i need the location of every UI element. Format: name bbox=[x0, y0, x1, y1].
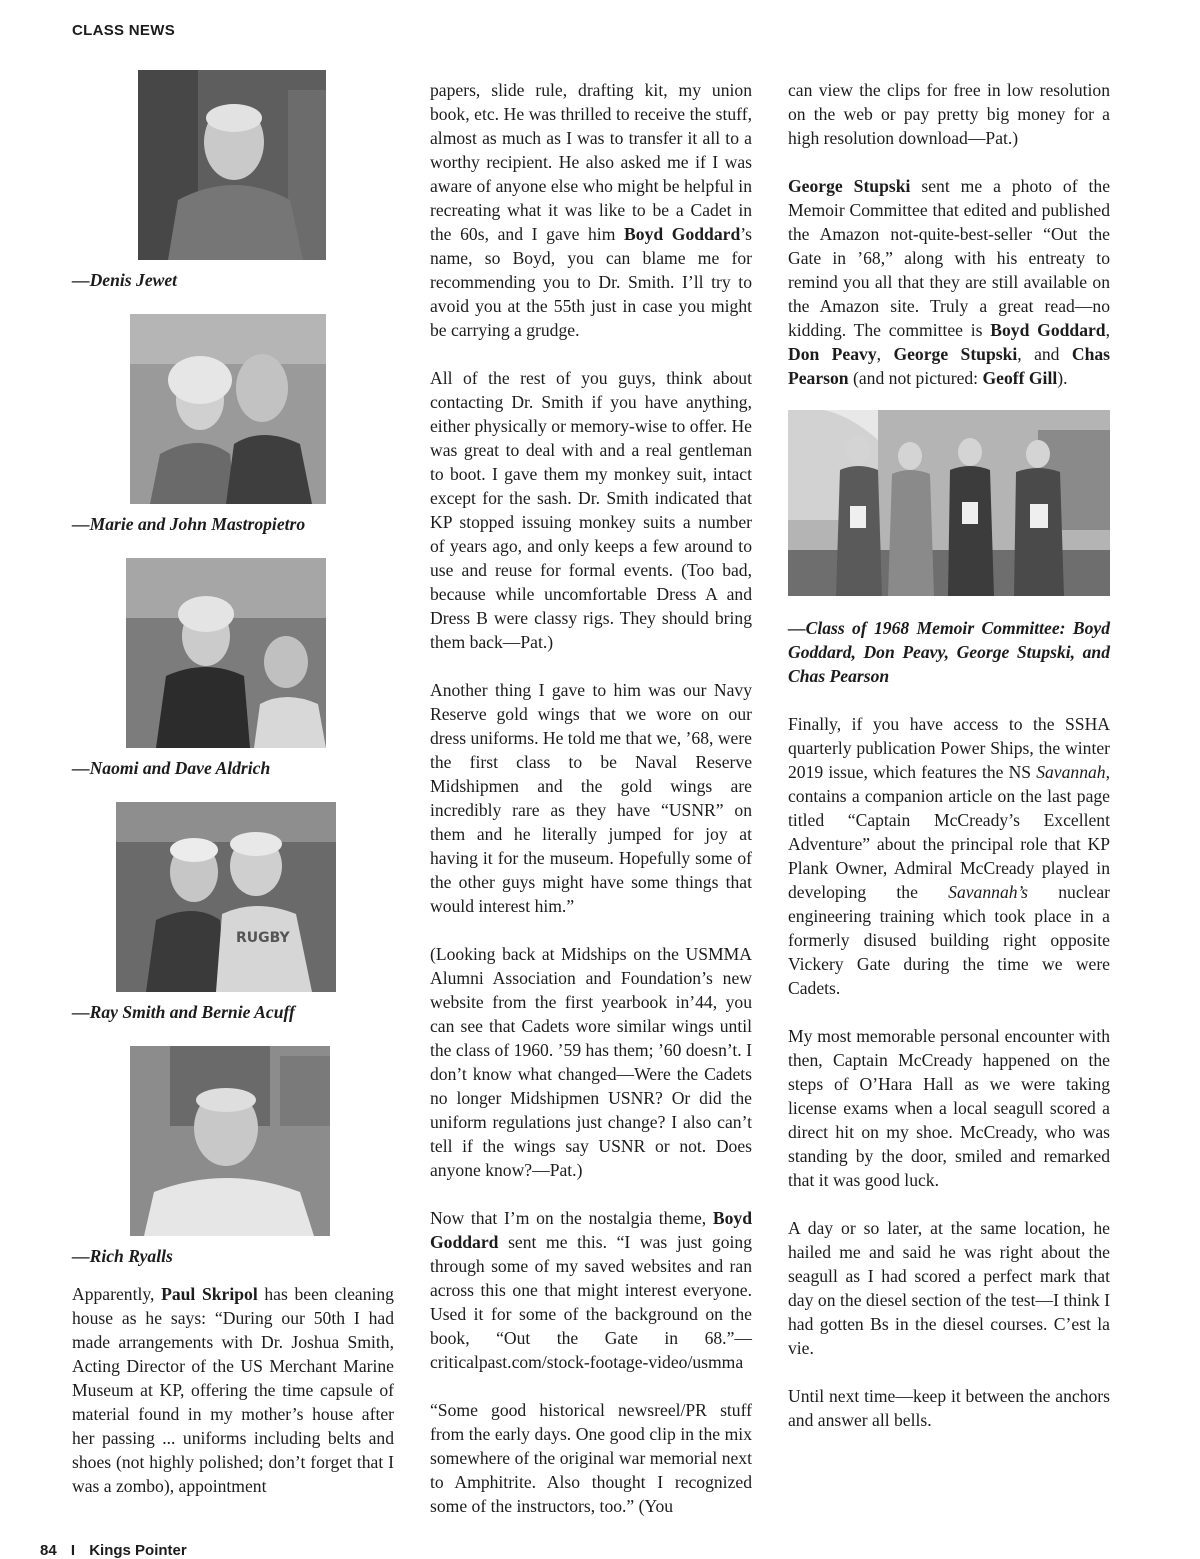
person-name: Chas Pearson bbox=[788, 344, 1111, 388]
paragraph: (Looking back at Midships on the USMMA Alumni Association and Foundation’s new website from the first yearbook in’44, you can see that Cadets wore similar wings until the class of 1960. ’59 has them; ’60 doesn’t. I don’t know what changed—Were the Cadets no longer Midshipmen USNR? Or did the uniform regulations just change? I also can’t tell if the wings say USNR or not. Does anyone know?—Pat.) bbox=[430, 944, 752, 1180]
person-name: Don Peavy bbox=[788, 344, 877, 364]
paragraph: George Stupski sent me a photo of the Memoir Committee that edited and published the Amazon not-quite-best-seller “Out the Gate in ’68,” along with his entreaty to remind you all that they are still available on the Amazon site. Truly a great read—no kidding. The committee is Boyd Goddard, Don Peavy, George Stupski, and Chas Pearson (and not pictured: Geoff Gill). bbox=[788, 176, 1111, 388]
person-name: George Stupski bbox=[893, 344, 1018, 364]
paragraph: Until next time—keep it between the anchors and answer all bells. bbox=[788, 1386, 1110, 1430]
paragraph: “Some good historical newsreel/PR stuff from the early days. One good clip in the mix somewhere of the original war memorial next to Amphitrite. Also thought I recognized some of the instructors, too.” (You bbox=[430, 1400, 752, 1516]
person-name: Boyd Goddard bbox=[430, 1208, 752, 1252]
photo-smith-acuff bbox=[72, 802, 394, 1024]
page-number: 84 bbox=[40, 1542, 57, 1559]
column-3 bbox=[788, 78, 1110, 1456]
photo-memoir-committee bbox=[788, 410, 1110, 688]
paragraph: Now that I’m on the nostalgia theme, Boyd Goddard sent me this. “I was just going through some of my saved websites and ran across this one that might interest everyone. Used it for some of the background on the book, “Out the Gate in 68.”—criticalpast.com/stock-footage-video/usmma bbox=[430, 1208, 752, 1372]
portrait-photo bbox=[138, 70, 326, 260]
portrait-photo bbox=[130, 1046, 330, 1236]
portrait-photo bbox=[130, 314, 326, 504]
photo-rich-ryalls bbox=[72, 1046, 394, 1268]
photo-caption: —Rich Ryalls bbox=[72, 1246, 173, 1266]
publication-name: Kings Pointer bbox=[89, 1542, 187, 1559]
person-name: George Stupski bbox=[788, 176, 911, 196]
person-name: Boyd Goddard bbox=[624, 224, 741, 244]
column-1 bbox=[72, 70, 394, 1522]
ship-name: Savannah’s bbox=[948, 882, 1028, 902]
photo-denis-jewet bbox=[72, 70, 394, 292]
person-name: Boyd Goddard bbox=[990, 320, 1106, 340]
paragraph: My most memorable personal encounter with then, Captain McCready happened on the steps of O’Hara Hall as we were taking license exams when a local seagull scored a direct hit on my shoe. McCready, who was standing by the door, smiled and remarked that it was good luck. bbox=[788, 1026, 1110, 1190]
svg-text:RUGBY: RUGBY bbox=[236, 930, 290, 946]
photo-caption: —Class of 1968 Memoir Committee: Boyd Goddard, Don Peavy, George Stupski, and Chas Pearson bbox=[788, 618, 1110, 686]
page-footer bbox=[40, 1542, 187, 1559]
paragraph: Another thing I gave to him was our Navy Reserve gold wings that we wore on our dress uniforms. He told me that we, ’68, were the first class to be Naval Reserve Midshipmen and the gold wings are incredibly rare as they have “USNR” on them and he literally jumped for joy at having it for the museum. Hopefully some of the other guys might have some things that would interest him.” bbox=[430, 680, 752, 916]
paragraph: can view the clips for free in low resolution on the web or pay pretty big money for a high resolution download—Pat.) bbox=[788, 80, 1110, 148]
person-name: Paul Skripol bbox=[161, 1284, 258, 1304]
photo-caption: —Naomi and Dave Aldrich bbox=[72, 758, 271, 778]
portrait-photo bbox=[126, 558, 326, 748]
photo-aldrich bbox=[72, 558, 394, 780]
paragraph: Apparently, Paul Skripol has been cleaning house as he says: “During our 50th I had made arrangements with Dr. Joshua Smith, Acting Director of the US Merchant Marine Museum at KP, offering the time capsule of material found in my mother’s house after her passing ... uniforms including belts and shoes (not highly polished; don’t forget that I was a zombo), appointment bbox=[72, 1284, 394, 1496]
paragraph: papers, slide rule, drafting kit, my union book, etc. He was thrilled to receive the stuff, almost as much as I was to transfer it all to a worthy recipient. He also asked me if I was aware of anyone else who might be helpful in recreating what it was like to be a Cadet in the 60s, and I gave him Boyd Goddard’s name, so Boyd, you can blame me for recommending you to Dr. Smith. I’ll try to avoid you at the 55th just in case you might be carrying a grudge. bbox=[430, 80, 752, 340]
footer-separator: I bbox=[70, 1542, 76, 1559]
photo-mastropietro bbox=[72, 314, 394, 536]
group-photo bbox=[788, 410, 1110, 596]
ship-name: Savannah, bbox=[1036, 762, 1110, 782]
paragraph: Finally, if you have access to the SSHA quarterly publication Power Ships, the winter 2019 issue, which features the NS Savannah, contains a companion article on the last page titled “Captain McCready’s Excellent Adventure” about the principal role that KP Plank Owner, Admiral McCready played in developing the Savannah’s nuclear engineering training which took place in a formerly disused building right opposite Vickery Gate during the time we were Cadets. bbox=[788, 714, 1110, 998]
paragraph: All of the rest of you guys, think about contacting Dr. Smith if you have anything, either physically or memory-wise to offer. He was great to deal with and a real gentleman to boot. I gave them my monkey suit, intact except for the sash. Dr. Smith indicated that KP stopped issuing monkey suits a number of years ago, and only keeps a few around to use and reuse for formal events. (Too bad, because while uncomfortable Dress A and Dress B were classy rigs. They should bring them back—Pat.) bbox=[430, 368, 752, 652]
paragraph: A day or so later, at the same location, he hailed me and said he was right about the seagull as I had scored a perfect mark that day on the diesel section of the test—I think I had gotten Bs in the diesel courses. C’est la vie. bbox=[788, 1218, 1110, 1358]
photo-caption: —Denis Jewet bbox=[72, 270, 178, 290]
column-2 bbox=[430, 78, 752, 1542]
section-header: CLASS NEWS bbox=[72, 22, 176, 39]
photo-caption: —Marie and John Mastropietro bbox=[72, 514, 306, 534]
portrait-photo bbox=[116, 802, 336, 992]
photo-caption: —Ray Smith and Bernie Acuff bbox=[72, 1002, 295, 1022]
person-name: Geoff Gill bbox=[982, 368, 1058, 388]
